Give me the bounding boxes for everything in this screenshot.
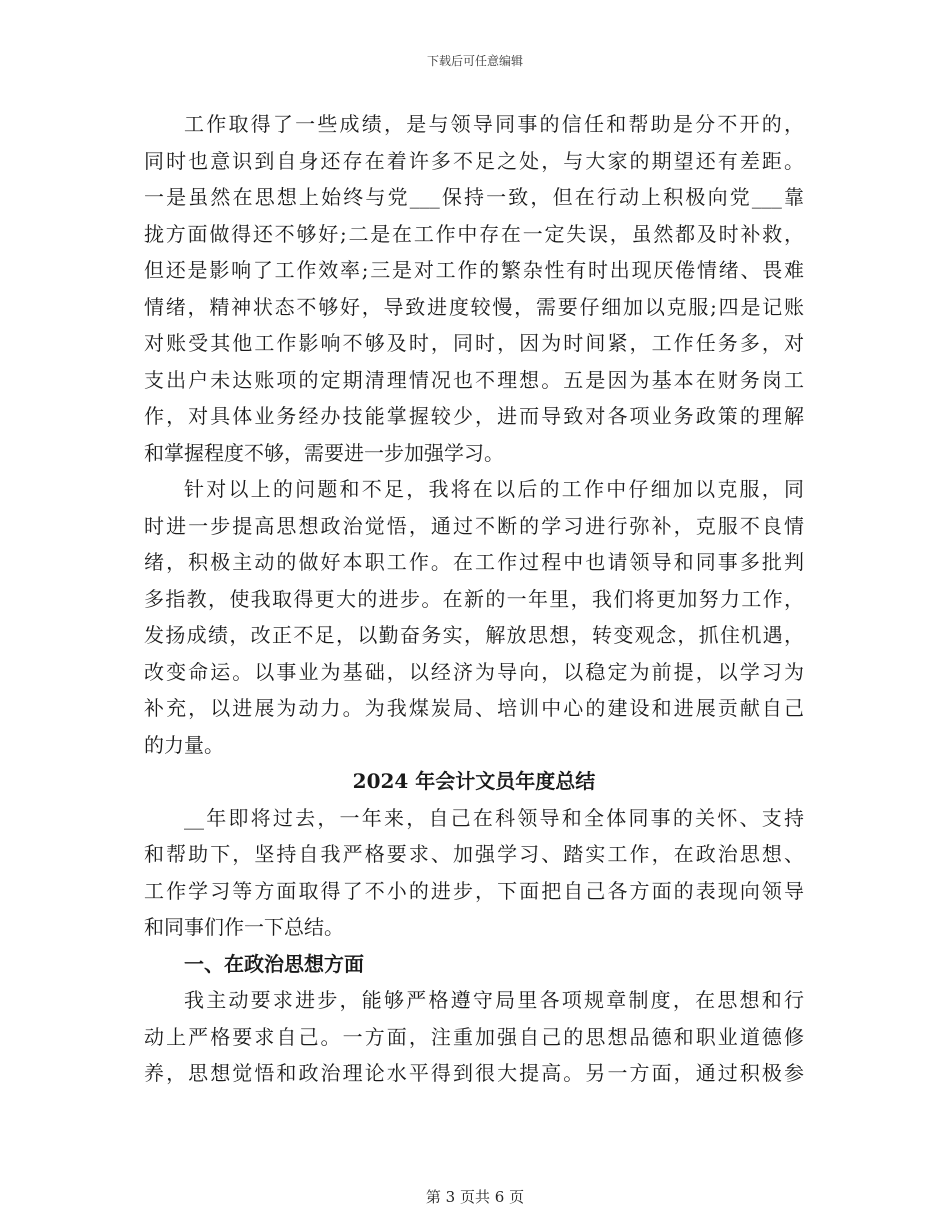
text-line: 一是虽然在思想上始终与党___保持一致，但在行动上积极向党___靠 <box>144 185 804 209</box>
paragraph-shortcomings <box>144 106 804 471</box>
text-line: __年即将过去，一年来，自己在科领导和全体同事的关怀、支持 <box>184 805 804 830</box>
document-body <box>144 106 804 1092</box>
text-line: 情绪，精神状态不够好，导致进度较慢，需要仔细加以克服;四是记账 <box>144 294 804 319</box>
text-line: 工作取得了一些成绩，是与领导同事的信任和帮助是分不开的， <box>184 112 804 136</box>
text-line: 多指教，使我取得更大的进步。在新的一年里，我们将更加努力工作， <box>144 586 804 611</box>
text-line: 我主动要求进步，能够严格遵守局里各项规章制度，在思想和行 <box>184 988 804 1012</box>
text-line: 同时也意识到自身还存在着许多不足之处，与大家的期望还有差距。 <box>144 148 804 173</box>
text-line: 改变命运。以事业为基础，以经济为导向，以稳定为前提，以学习为 <box>144 659 804 684</box>
page-header: 下载后可任意编辑 <box>426 54 523 68</box>
text-line: 和帮助下，坚持自我严格要求、加强学习、踏实工作，在政治思想、 <box>144 842 804 866</box>
text-line: 和同事们作一下总结。 <box>144 915 344 939</box>
document-title: 2024 年会计文员年度总结 <box>352 769 596 793</box>
text-line: 和掌握程度不够，需要进一步加强学习。 <box>144 440 504 465</box>
text-line: 对账受其他工作影响不够及时，同时，因为时间紧，工作任务多，对 <box>144 331 804 355</box>
text-line: 补充，以进展为动力。为我煤炭局、培训中心的建设和进展贡献自己 <box>144 696 804 720</box>
section-heading: 一、在政治思想方面 <box>184 951 364 976</box>
text-line: 针对以上的问题和不足，我将在以后的工作中仔细加以克服，同 <box>184 477 804 501</box>
page-footer: 第 3 页共 6 页 <box>425 1188 525 1206</box>
text-line: 支出户未达账项的定期清理情况也不理想。五是因为基本在财务岗工 <box>144 367 804 392</box>
paragraph-political <box>144 982 804 1092</box>
text-line: 拢方面做得还不够好;二是在工作中存在一定失误，虽然都及时补救， <box>144 221 804 246</box>
paragraph-intro <box>144 800 804 946</box>
text-line: 养，思想觉悟和政治理论水平得到很大提高。另一方面，通过积极参 <box>144 1061 804 1085</box>
paragraph-improvement <box>144 471 804 763</box>
text-line: 绪，积极主动的做好本职工作。在工作过程中也请领导和同事多批判 <box>144 550 804 574</box>
text-line: 但还是影响了工作效率;三是对工作的繁杂性有时出现厌倦情绪、畏难 <box>144 258 804 282</box>
text-line: 动上严格要求自己。一方面，注重加强自己的思想品德和职业道德修 <box>144 1024 804 1049</box>
text-line: 时进一步提高思想政治觉悟，通过不断的学习进行弥补，克服不良情 <box>144 513 804 538</box>
text-line: 工作学习等方面取得了不小的进步，下面把自己各方面的表现向领导 <box>144 878 804 903</box>
text-line: 发扬成绩，改正不足，以勤奋务实，解放思想，转变观念，抓住机遇， <box>144 623 804 647</box>
text-line: 的力量。 <box>144 732 224 757</box>
text-line: 作，对具体业务经办技能掌握较少，进而导致对各项业务政策的理解 <box>144 404 804 428</box>
